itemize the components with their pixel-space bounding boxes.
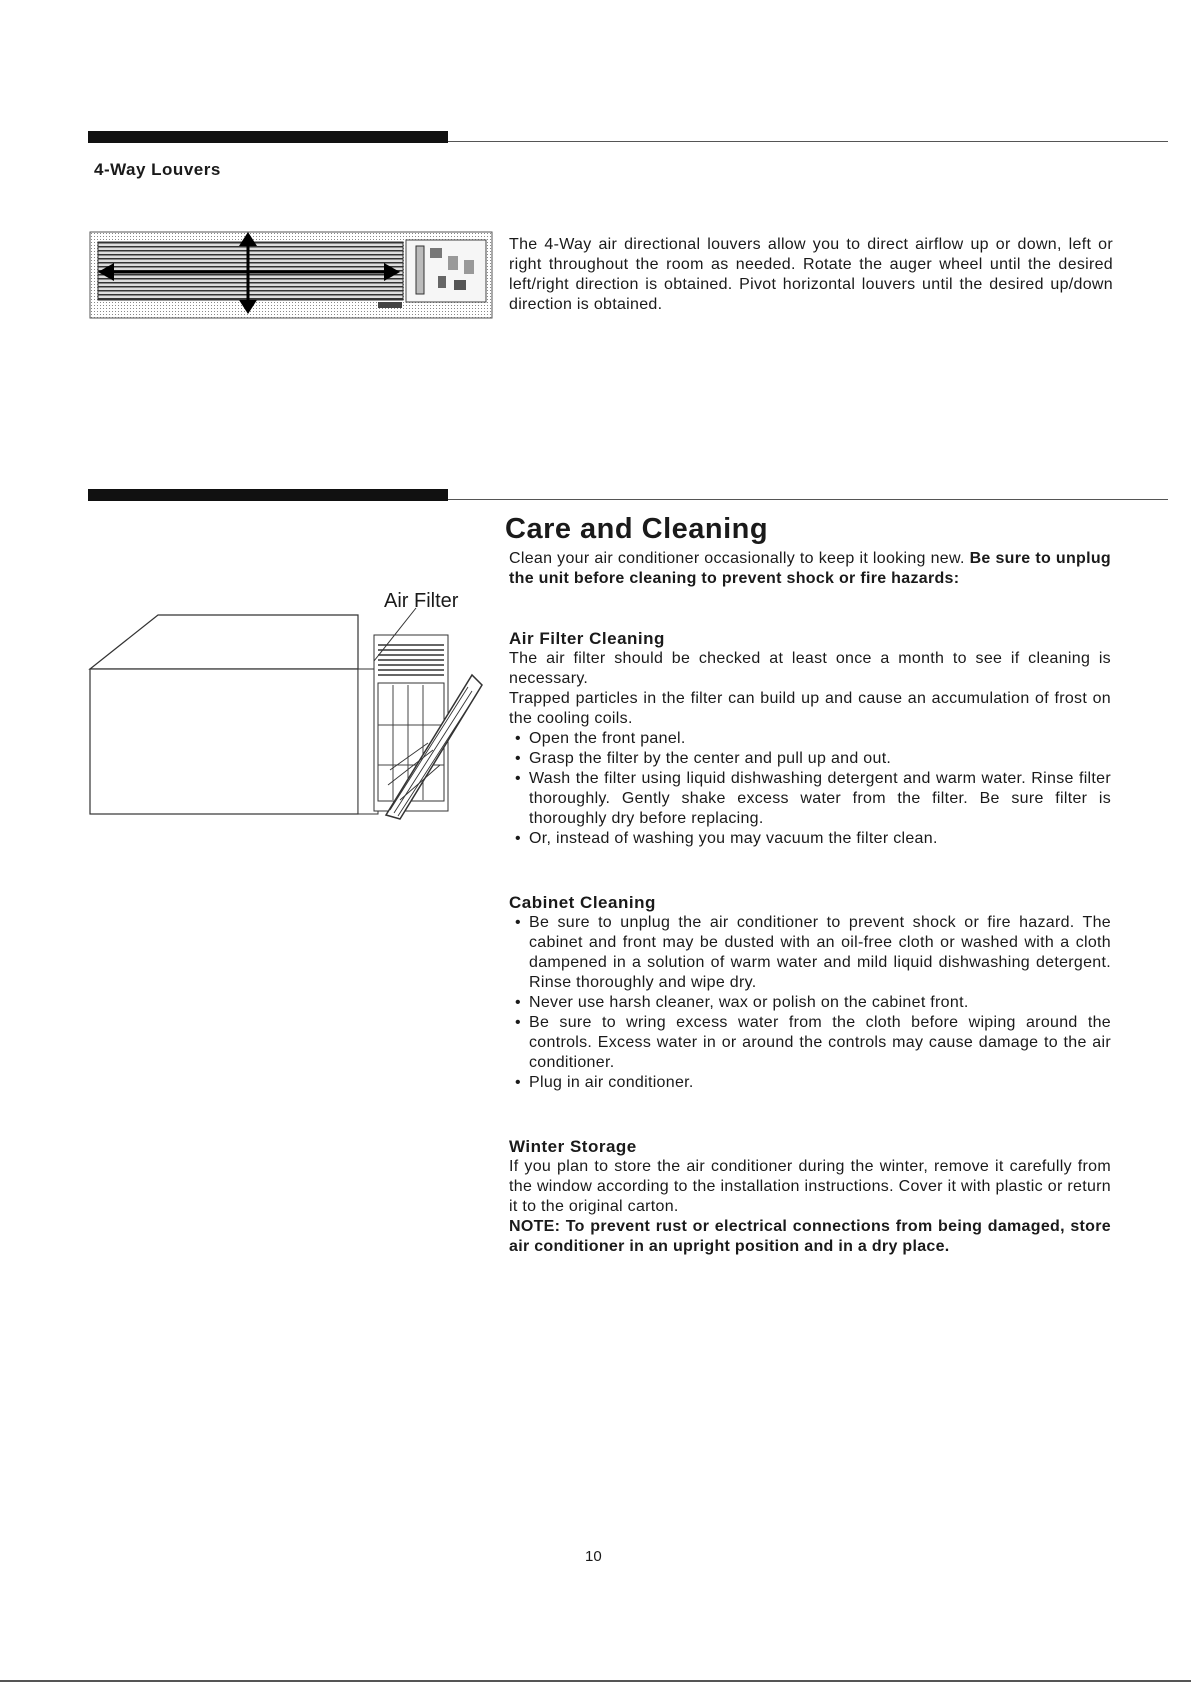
list-item: • Grasp the filter by the center and pull up and out. (509, 749, 1111, 769)
page-number: 10 (585, 1548, 602, 1565)
list-item: • Be sure to wring excess water from the cloth before wiping around the controls. Excess water in or around the controls may cause damage to the air conditioner. (509, 1013, 1111, 1073)
winter-body (509, 1157, 1111, 1257)
filter-heading: Air Filter Cleaning (509, 629, 665, 648)
air-filter-label: Air Filter (384, 590, 459, 612)
care-intro-warning: Be sure to unplug the unit before cleaning to prevent shock or fire hazards: (509, 550, 1111, 587)
list-item: • Plug in air conditioner. (509, 1073, 1111, 1093)
bottom-rule (0, 1680, 1191, 1682)
filter-body (509, 649, 1111, 849)
louvers-description: The 4-Way air directional louvers allow you to direct airflow up or down, left or right throughout the room as needed. Rotate the auger wheel until the desired left/right direction is obtained. Pivot horizontal louvers until the desired up/down direction is obtained. (509, 236, 1113, 313)
winter-note: NOTE: To prevent rust or electrical connections from being damaged, store air conditioner in an upright position and in a dry place. (509, 1218, 1111, 1255)
list-item: • Wash the filter using liquid dishwashing detergent and warm water. Rinse filter thoroughly. Gently shake excess water from the filter. Be sure filter is thoroughly dry before replacing. (509, 769, 1111, 829)
care-intro (509, 549, 1111, 589)
list-item: • Or, instead of washing you may vacuum the filter clean. (509, 829, 1111, 849)
air-filter-illustration (88, 605, 488, 820)
louver-illustration (88, 230, 498, 320)
winter-text: If you plan to store the air conditioner during the winter, remove it carefully from the window according to the installation instructions. Cover it with plastic or return it to the original carton. (509, 1158, 1111, 1215)
list-item: • Never use harsh cleaner, wax or polish on the cabinet front. (509, 993, 1111, 1013)
filter-p1: The air filter should be checked at least once a month to see if cleaning is necessary. (509, 650, 1111, 687)
filter-steps (509, 729, 1111, 849)
cabinet-heading: Cabinet Cleaning (509, 893, 656, 912)
section-rule-top (88, 131, 1168, 143)
cabinet-steps (509, 913, 1111, 1093)
care-intro-text: Clean your air conditioner occasionally to keep it looking new. (509, 550, 965, 567)
care-title: Care and Cleaning (505, 513, 769, 545)
section-rule-care (88, 489, 1168, 501)
louvers-title: 4-Way Louvers (94, 160, 221, 179)
filter-p2: Trapped particles in the filter can build up and cause an accumulation of frost on the cooling coils. (509, 690, 1111, 727)
cabinet-body (509, 913, 1111, 1093)
winter-heading: Winter Storage (509, 1137, 637, 1156)
list-item: • Open the front panel. (509, 729, 1111, 749)
list-item: • Be sure to unplug the air conditioner to prevent shock or fire hazard. The cabinet and front may be dusted with an oil-free cloth or washed with a cloth dampened in a solution of warm water and mild liquid dishwashing detergent. Rinse thoroughly and wipe dry. (509, 913, 1111, 993)
